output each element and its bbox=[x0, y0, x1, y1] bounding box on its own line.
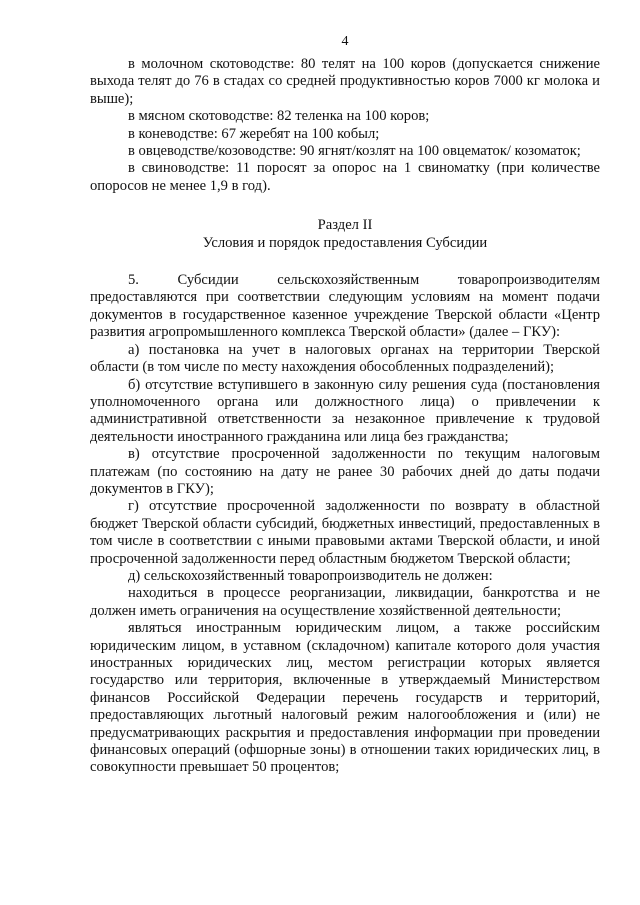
paragraph-5: 5. Субсидии сельскохозяйственным товаропроизводителям предоставляются при соответствии следующим условиям на момент подачи документов в государственное казенное учреждение Тверской области «Центр развития агропромышленного комплекса Тверской области» (далее – ГКУ): bbox=[90, 272, 600, 341]
section-heading: Раздел II bbox=[317, 217, 373, 234]
paragraph-pig: в свиноводстве: 11 поросят за опорос на 1 свиноматку (при количестве опоросов не менее 1,9 в год). bbox=[90, 160, 600, 194]
paragraph-sheep-goat: в овцеводстве/козоводстве: 90 ягнят/козлят на 100 овцематок/ козоматок; bbox=[128, 143, 581, 160]
condition-g: г) отсутствие просроченной задолженности по возврату в областной бюджет Тверской области субсидий, бюджетных инвестиций, предоставленных в том числе в соответствии с иными правовыми актами Тверской области, и иной просроченной задолженности перед областным бюджетом Тверской области; bbox=[90, 498, 600, 567]
condition-v: в) отсутствие просроченной задолженности по текущим налоговым платежам (по состоянию на дату не ранее 30 рабочих дней до даты подачи документов в ГКУ); bbox=[90, 446, 600, 497]
condition-d: д) сельскохозяйственный товаропроизводитель не должен: bbox=[128, 567, 493, 584]
condition-a: а) постановка на учет в налоговых органах на территории Тверской области (в том числе по месту нахождения обособленных подразделений); bbox=[90, 341, 600, 376]
page-number: 4 bbox=[341, 34, 349, 49]
condition-d-item-2: являться иностранным юридическим лицом, а также российским юридическим лицом, в уставном (складочном) капитале которого доля участия иностранных юридических лиц, местом регистрации которых является государство или территория, включенные в утверждаемый Министерством финансов Российской Федерации перечень государств и территорий, предоставляющих льготный налоговый режим налогообложения и (или) не предусматривающих раскрытия и предоставления информации при проведении финансовых операций (офшорные зоны) в отношении таких юридических лиц, в совокупности превышает 50 процентов; bbox=[90, 620, 600, 776]
paragraph-dairy: в молочном скотоводстве: 80 телят на 100 коров (допускается снижение выхода телят до 76 в стадах со средней продуктивностью коров 7000 кг молока и выше); bbox=[90, 56, 600, 107]
condition-d-item-1: находиться в процессе реорганизации, ликвидации, банкротства и не должен иметь ограничения на осуществление хозяйственной деятельности; bbox=[90, 585, 600, 619]
condition-b: б) отсутствие вступившего в законную силу решения суда (постановления уполномоченного органа или должностного лица) о привлечении к административной ответственности за незаконное привлечение к трудовой деятельности иностранного гражданина или лица без гражданства; bbox=[90, 376, 600, 445]
section-header bbox=[90, 217, 600, 252]
section-title: Условия и порядок предоставления Субсидии bbox=[202, 234, 488, 251]
paragraph-horse: в коневодстве: 67 жеребят на 100 кобыл; bbox=[128, 125, 380, 142]
paragraph-beef: в мясном скотоводстве: 82 теленка на 100 коров; bbox=[128, 108, 430, 125]
